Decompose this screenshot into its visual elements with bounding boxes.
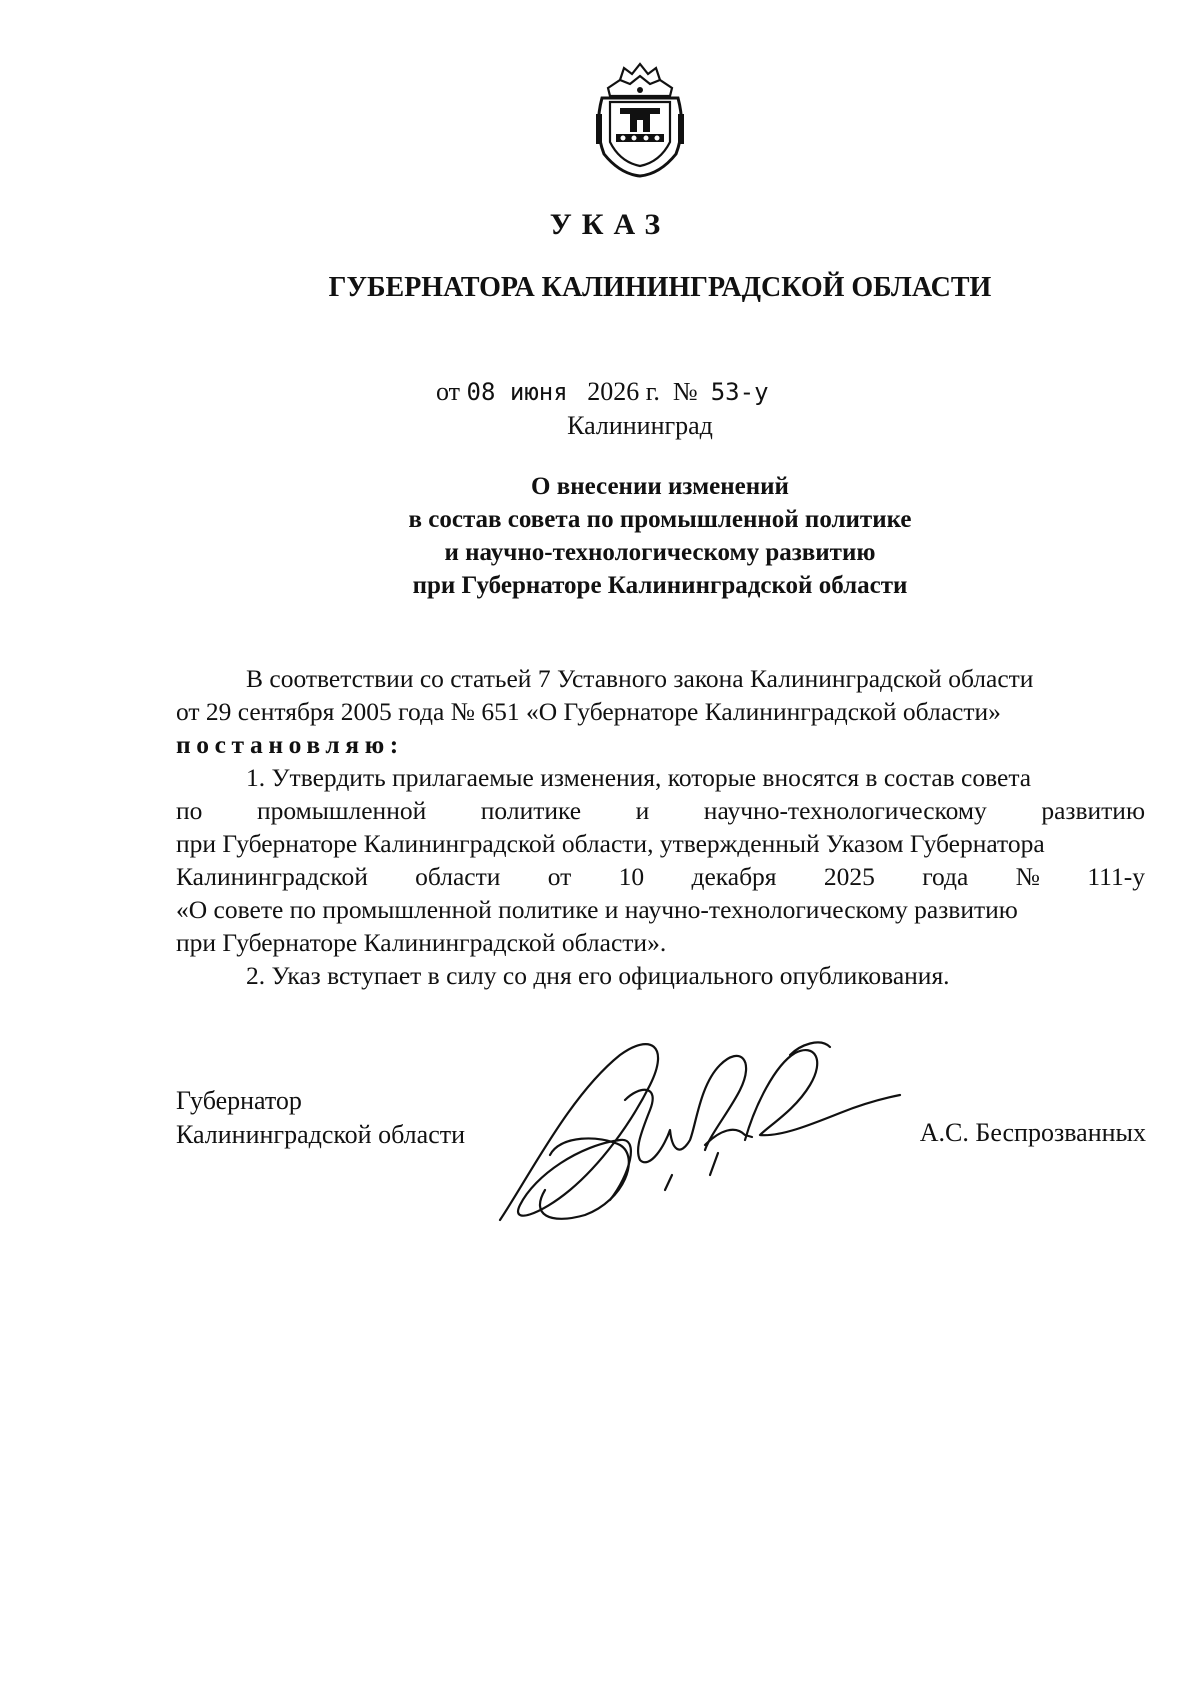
document-type-title: УКАЗ	[549, 208, 671, 241]
decree-word: постановляю:	[176, 730, 404, 759]
word: года	[922, 862, 969, 891]
item1-line: «О совете по промышленной политике и научно-технологическому развитию	[176, 895, 1018, 924]
preamble-line: В соответствии со статьей 7 Уставного закона Калининградской области	[246, 664, 1034, 693]
item1-justified-line	[176, 794, 1145, 827]
word: области	[415, 862, 501, 891]
decree-body	[176, 662, 1145, 992]
item1-line: 1. Утвердить прилагаемые изменения, которые вносятся в состав совета	[246, 763, 1032, 792]
position-line: Калининградской области	[176, 1120, 466, 1149]
position-line: Губернатор	[176, 1086, 302, 1115]
word: декабря	[691, 862, 777, 891]
word: промышленной	[256, 796, 427, 825]
word: политике	[480, 796, 582, 825]
issue-city: Калининград	[567, 411, 713, 440]
item1-justified-line	[176, 860, 1145, 893]
subject-line: в состав совета по промышленной политике	[408, 506, 912, 533]
word: 2025	[823, 862, 875, 891]
signatory-position	[176, 1084, 465, 1152]
word: развитию	[1041, 796, 1145, 825]
issuer-title: ГУБЕРНАТОРА КАЛИНИНГРАДСКОЙ ОБЛАСТИ	[328, 272, 992, 303]
date-prefix: от	[436, 377, 461, 406]
word: 10	[618, 862, 645, 891]
decree-subject	[0, 470, 1200, 602]
item1-line: при Губернаторе Калининградской области».	[176, 928, 667, 957]
decree-year: 2026 г.	[587, 377, 660, 406]
word: по	[176, 796, 203, 825]
word: научно-технологическому	[703, 796, 987, 825]
word: Калининградской	[176, 862, 368, 891]
date-and-number-line	[436, 377, 769, 407]
subject-line: при Губернаторе Калининградской области	[412, 572, 908, 599]
number-sign: №	[672, 377, 698, 406]
subject-line: О внесении изменений	[531, 473, 789, 500]
item1-line: при Губернаторе Калининградской области, утвержденный Указом Губернатора	[176, 829, 1045, 858]
decree-date: 08 июня	[466, 378, 568, 406]
coat-of-arms-emblem	[590, 58, 690, 180]
preamble-line: от 29 сентября 2005 года № 651 «О Губернаторе Калининградской области»	[176, 697, 1001, 726]
word: 111-у	[1087, 862, 1145, 891]
handwritten-signature	[490, 1025, 910, 1230]
word: и	[635, 796, 650, 825]
signatory-name: А.С. Беспрозванных	[919, 1118, 1146, 1147]
item2-line: 2. Указ вступает в силу со дня его официального опубликования.	[246, 961, 950, 990]
word: от	[547, 862, 572, 891]
word: №	[1015, 862, 1041, 891]
subject-line: и научно-технологическому развитию	[444, 539, 876, 566]
decree-number: 53-у	[710, 378, 769, 406]
